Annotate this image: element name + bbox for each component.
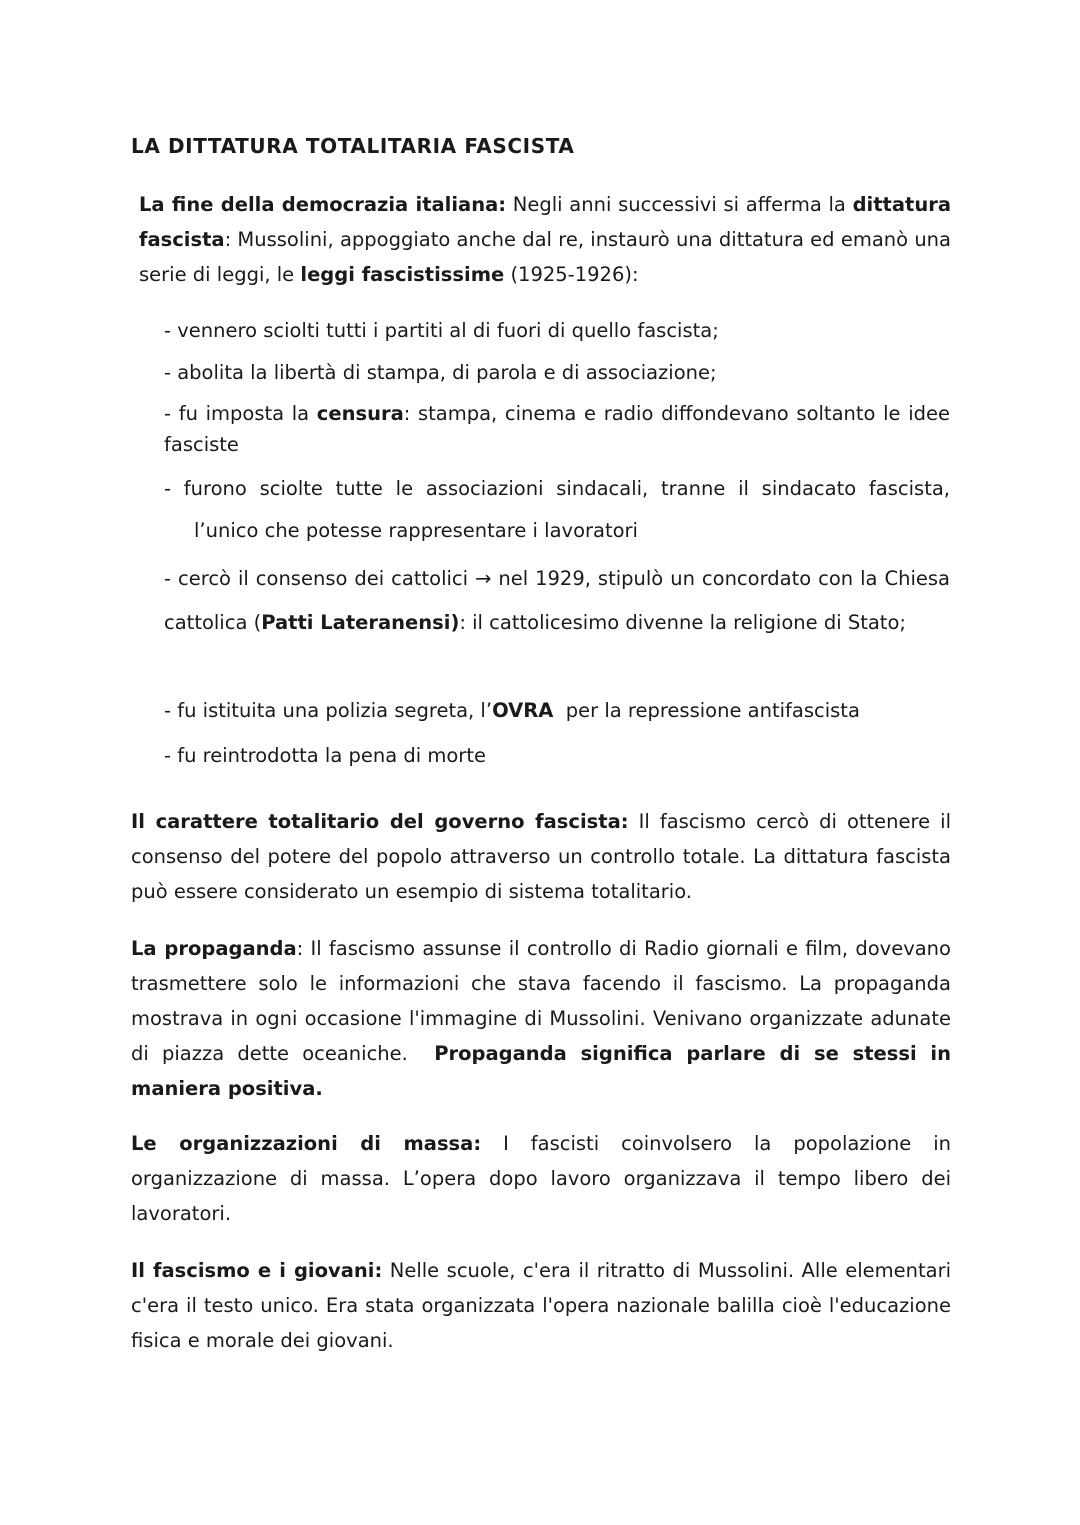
heading-fascismo-giovani: Il fascismo e i giovani: [131, 1259, 383, 1282]
paragraph-propaganda [131, 931, 958, 1106]
bold-term: OVRA [492, 699, 554, 722]
bullet-censura [164, 398, 950, 460]
text-span: - fu imposta la [164, 402, 317, 425]
paragraph-fine-democrazia [131, 187, 951, 292]
text-span: Nelle scuole, c'era il ritratto di Mussolini. Alle elementari c'era il testo unico. Era stata organizzata l'opera nazionale balilla cioè l'educazione fisica e morale dei giovani. [131, 1259, 952, 1352]
heading-organizzazioni-massa: Le organizzazioni di massa: [131, 1132, 482, 1155]
bullet-liberta: - abolita la libertà di stampa, di parola e di associazione; [164, 361, 717, 384]
bullet-ovra [164, 694, 950, 728]
heading-propaganda: La propaganda [131, 937, 297, 960]
text-span: (1925-1926): [504, 263, 639, 286]
text-span: per la repressione antifascista [553, 699, 860, 722]
bullet-partiti: - vennero sciolti tutti i partiti al di fuori di quello fascista; [164, 319, 719, 342]
bold-term: Propaganda significa parlare di se stessi in maniera positiva. [131, 1042, 951, 1100]
text-span: - cercò il consenso dei cattolici → nel 1929, stipulò un concordato con la Chiesa cattolica ( [164, 567, 950, 634]
bold-term: dittatura fascista [139, 193, 952, 251]
text-span: - fu istituita una polizia segreta, l’ [164, 699, 493, 722]
text-span: I fascisti coinvolsero la popolazione in organizzazione di massa. L’opera dopo lavoro organizzava il tempo libero dei lavoratori. [131, 1132, 951, 1225]
text-span: : Mussolini, appoggiato anche dal re, instaurò una dittatura ed emanò una serie di leggi, le [139, 228, 951, 286]
text-span: : stampa, cinema e radio diffondevano soltanto le idee fasciste [164, 402, 950, 456]
bullet-cattolici [164, 557, 950, 645]
bold-term: Patti Lateranensi) [261, 611, 460, 634]
bullet-sindacati-line2: l’unico che potesse rappresentare i lavoratori [194, 519, 638, 542]
bold-term: censura [316, 402, 404, 425]
page-title: LA DITTATURA TOTALITARIA FASCISTA [131, 134, 575, 158]
heading-carattere-totalitario: Il carattere totalitario del governo fascista: [131, 810, 629, 833]
heading-fine-democrazia: La fine della democrazia italiana: [139, 193, 507, 216]
paragraph-fascismo-giovani [131, 1253, 951, 1358]
text-span: : il cattolicesimo divenne la religione di Stato; [459, 611, 906, 634]
text-span: Negli anni successivi si afferma la [506, 193, 853, 216]
text-span: : Il fascismo assunse il controllo di Radio giornali e film, dovevano trasmettere solo le informazioni che stava facendo il fascismo. La propaganda mostrava in ogni occasione l'immagine di Mussolini. Venivano organizzate adunate di piazza dette oceaniche. [131, 937, 958, 1065]
text-span: Il fascismo cercò di ottenere il consenso del potere del popolo attraverso un controllo totale. La dittatura fascista può essere considerato un esempio di sistema totalitario. [131, 810, 951, 903]
bullet-pena-morte: - fu reintrodotta la pena di morte [164, 744, 486, 767]
bold-term: leggi fascistissime [300, 263, 505, 286]
paragraph-organizzazioni-massa [131, 1126, 951, 1231]
bullet-sindacati-line1: - furono sciolte tutte le associazioni sindacali, tranne il sindacato fascista, [164, 477, 950, 500]
paragraph-carattere-totalitario [131, 804, 951, 909]
